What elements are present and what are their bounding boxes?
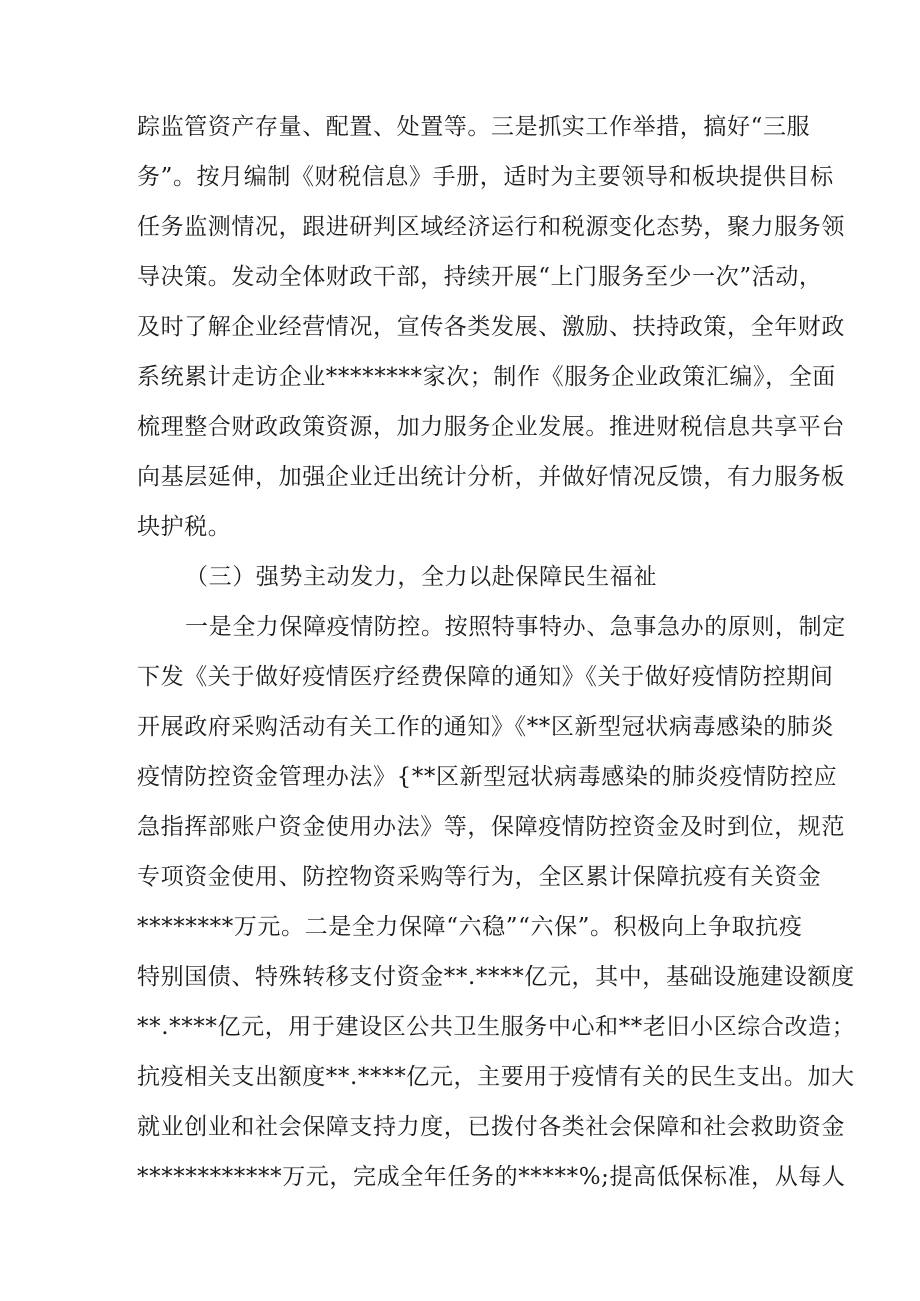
paragraph-line: 任务监测情况，跟进研判区域经济运行和税源变化态势，聚力服务领 [137, 214, 845, 240]
paragraph-line: 下发《关于做好疫情医疗经费保障的通知》《关于做好疫情防控期间 [137, 664, 834, 690]
paragraph-line: 抗疫相关支出额度**.****亿元，主要用于疫情有关的民生支出。加大 [137, 1064, 855, 1090]
paragraph-line: ************万元，完成全年任务的*****%;提高低保标准，从每人 [137, 1164, 846, 1190]
paragraph-line: ********万元。二是全力保障“六稳”“六保”。积极向上争取抗疫 [137, 914, 803, 940]
paragraph-line: 急指挥部账户资金使用办法》等，保障疫情防控资金及时到位，规范 [137, 814, 845, 840]
paragraph-line: 开展政府采购活动有关工作的通知》《**区新型冠状病毒感染的肺炎 [137, 714, 835, 740]
paragraph-line: 及时了解企业经营情况，宣传各类发展、激励、扶持政策，全年财政 [137, 314, 845, 340]
paragraph-line: 务”。按月编制《财税信息》手册，适时为主要领导和板块提供目标 [137, 164, 834, 190]
paragraph-line: 梳理整合财政政策资源，加力服务企业发展。推进财税信息共享平台 [137, 414, 845, 440]
section-heading: （三）强势主动发力，全力以赴保障民生福祉 [185, 564, 657, 590]
paragraph-line: 向基层延伸，加强企业迁出统计分析，并做好情况反馈，有力服务板 [137, 464, 845, 490]
paragraph-line: 导决策。发动全体财政干部，持续开展“上门服务至少一次”活动， [137, 264, 823, 290]
paragraph-line: 就业创业和社会保障支持力度，已拨付各类社会保障和社会救助资金 [137, 1114, 845, 1140]
paragraph-line: 特别国债、特殊转移支付资金**.****亿元，其中，基础设施建设额度 [137, 964, 855, 990]
paragraph-line: **.****亿元，用于建设区公共卫生服务中心和**老旧小区综合改造； [137, 1014, 856, 1040]
paragraph-line: 块护税。 [137, 514, 232, 540]
paragraph-line: 踪监管资产存量、配置、处置等。三是抓实工作举措，搞好“三服 [137, 114, 811, 140]
paragraph-line: 专项资金使用、防控物资采购等行为，全区累计保障抗疫有关资金 [137, 864, 822, 890]
paragraph-line: 一是全力保障疫情防控。按照特事特办、急事急办的原则，制定 [185, 614, 846, 640]
paragraph-line: 疫情防控资金管理办法》{**区新型冠状病毒感染的肺炎疫情防控应 [137, 764, 838, 790]
paragraph-line: 系统累计走访企业********家次；制作《服务企业政策汇编》，全面 [137, 364, 836, 390]
